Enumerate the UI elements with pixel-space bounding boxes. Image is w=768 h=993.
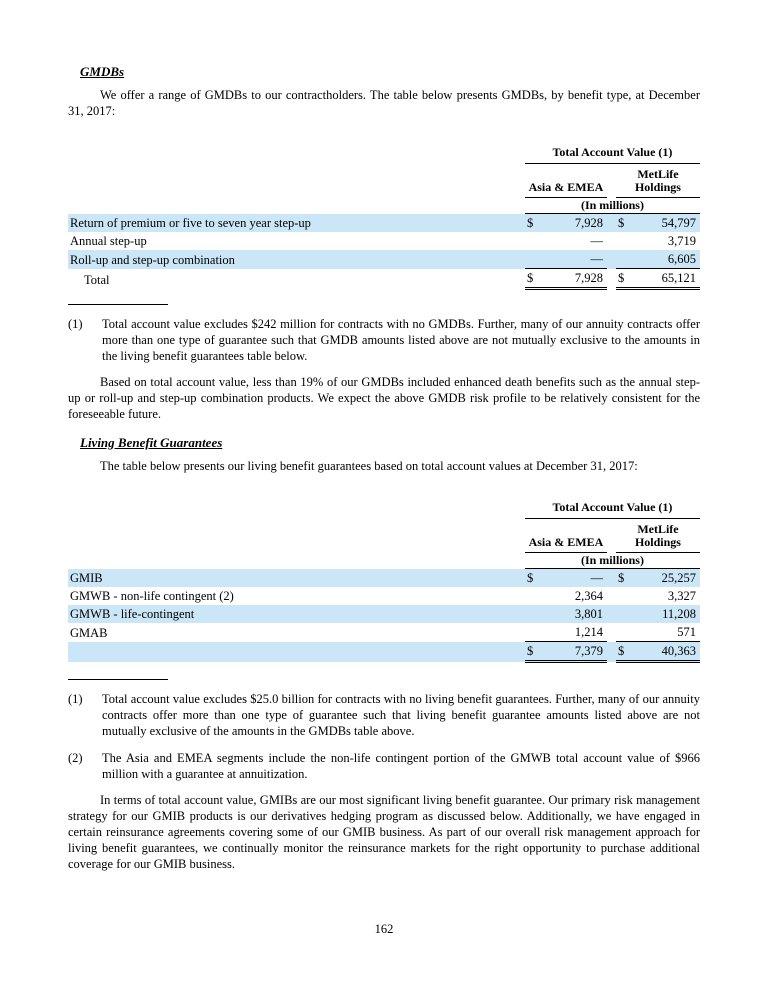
living-intro-paragraph: The table below presents our living benefit guarantees based on total account values at December 31, 2017: — [100, 459, 638, 473]
cell-value: 7,928 — [545, 269, 607, 289]
footnote-divider — [68, 679, 168, 680]
units-label: (In millions) — [525, 197, 700, 214]
table-column-header-row — [68, 163, 700, 197]
currency-symbol — [616, 623, 636, 642]
cell-value: 54,797 — [661, 216, 696, 230]
cell-value: — — [590, 252, 603, 266]
cell-value: — — [590, 571, 603, 585]
footnote-text: Total account value excludes $25.0 billion for contracts with no living benefit guarantees. Further, many of our annuity contracts offer more than one type of guarantee such that living benefit guarantee amounts listed above are not mutually exclusive of the amounts in the GMDBs table above. — [102, 692, 700, 738]
living-closing-paragraph: In terms of total account value, GMIBs are our most significant living benefit guarantee. Our primary risk management strategy for our GMIB products is our derivatives hedging program as discussed below. Additionally, we have engaged in certain reinsurance agreements covering some of our GMIB business. As part of our overall risk management approach for living benefit guarantees, we continually monitor the reinsurance markets for the right opportunity to purchase additional coverage for our GMIB business. — [68, 793, 700, 871]
table-span-header-row — [68, 501, 700, 518]
span-header: Total Account Value (1) — [525, 501, 700, 518]
cell-value: 65,121 — [636, 269, 700, 289]
gmdbs-heading: GMDBs — [80, 64, 125, 79]
table-total-row — [68, 642, 700, 662]
currency-symbol — [525, 587, 545, 605]
cell-value: 7,379 — [545, 642, 607, 662]
table-total-row — [68, 269, 700, 289]
gmdbs-intro-paragraph: We offer a range of GMDBs to our contractholders. The table below presents GMDBs, by benefit type, at December 31, 2017: — [68, 88, 700, 118]
table-row — [68, 232, 700, 250]
table-row — [68, 605, 700, 623]
page-number: 162 — [374, 922, 394, 936]
table-column-header-row — [68, 518, 700, 552]
table-row — [68, 569, 700, 588]
table-units-row — [68, 197, 700, 214]
cell-value: 3,801 — [574, 607, 603, 621]
cell-value: 11,208 — [662, 607, 696, 621]
cell-value: 7,928 — [574, 216, 603, 230]
cell-value: 40,363 — [636, 642, 700, 662]
currency-symbol — [525, 605, 545, 623]
currency-symbol — [525, 232, 545, 250]
footnote-text: The Asia and EMEA segments include the non-life contingent portion of the GMWB total account value of $966 million with a guarantee at annuitization. — [102, 751, 700, 781]
cell-value: 3,327 — [667, 589, 696, 603]
currency-symbol — [616, 232, 636, 250]
row-label: Total — [84, 272, 110, 287]
currency-symbol — [525, 250, 545, 269]
footnote-marker: (2) — [68, 751, 83, 765]
footnote — [68, 691, 700, 739]
cell-value: 2,364 — [574, 589, 603, 603]
table-row — [68, 587, 700, 605]
cell-value: 571 — [677, 625, 696, 639]
currency-symbol: $ — [617, 216, 625, 230]
row-label: Return of premium or five to seven year step-up — [70, 216, 311, 230]
column-header-metlife-holdings: MetLife Holdings — [616, 518, 700, 552]
row-label: GMWB - life-contingent — [70, 607, 195, 621]
footnote — [68, 316, 700, 364]
column-header-asia-emea: Asia & EMEA — [525, 518, 607, 552]
footnote-marker: (1) — [68, 317, 83, 331]
table-row — [68, 214, 700, 233]
row-label: GMAB — [70, 625, 108, 640]
currency-symbol — [616, 250, 636, 269]
cell-value: 6,605 — [667, 252, 696, 266]
units-label: (In millions) — [525, 552, 700, 569]
footnote-text: Total account value excludes $242 million for contracts with no GMDBs. Further, many of our annuity contracts offer more than one type of guarantee such that GMDB amounts listed above are not mutually exclusive to the amounts in the living benefit guarantees table below. — [102, 317, 700, 363]
gmdbs-risk-paragraph: Based on total account value, less than 19% of our GMDBs included enhanced death benefits such as the annual step-up or roll-up and step-up combination products. We expect the above GMDB risk profile to be relatively consistent for the foreseeable future. — [68, 375, 700, 421]
row-label: Annual step-up — [70, 234, 147, 248]
column-header-asia-emea: Asia & EMEA — [525, 163, 607, 197]
table-span-header-row — [68, 146, 700, 163]
currency-symbol: $ — [616, 269, 636, 289]
cell-value: 3,719 — [667, 234, 696, 248]
gmdbs-table — [68, 146, 700, 290]
currency-symbol: $ — [525, 642, 545, 662]
table-row — [68, 250, 700, 269]
table-units-row — [68, 552, 700, 569]
row-label — [68, 642, 525, 662]
currency-symbol — [525, 623, 545, 642]
footnote-marker: (1) — [68, 692, 83, 706]
footnote — [68, 750, 700, 782]
currency-symbol: $ — [526, 216, 534, 230]
row-label: Roll-up and step-up combination — [70, 252, 235, 267]
living-benefit-table — [68, 501, 700, 663]
cell-value: 1,214 — [574, 625, 603, 639]
living-benefit-guarantees-heading: Living Benefit Guarantees — [80, 435, 223, 450]
row-label: GMIB — [70, 571, 103, 585]
currency-symbol — [616, 587, 636, 605]
span-header: Total Account Value (1) — [525, 146, 700, 163]
currency-symbol: $ — [616, 642, 636, 662]
cell-value: — — [590, 234, 603, 248]
cell-value: 25,257 — [661, 571, 696, 585]
row-label: GMWB - non-life contingent (2) — [70, 589, 234, 603]
currency-symbol: $ — [617, 571, 625, 585]
currency-symbol — [616, 605, 636, 623]
currency-symbol: $ — [526, 571, 534, 585]
column-header-metlife-holdings: MetLife Holdings — [616, 163, 700, 197]
table-row — [68, 623, 700, 642]
currency-symbol: $ — [525, 269, 545, 289]
footnote-divider — [68, 304, 168, 305]
